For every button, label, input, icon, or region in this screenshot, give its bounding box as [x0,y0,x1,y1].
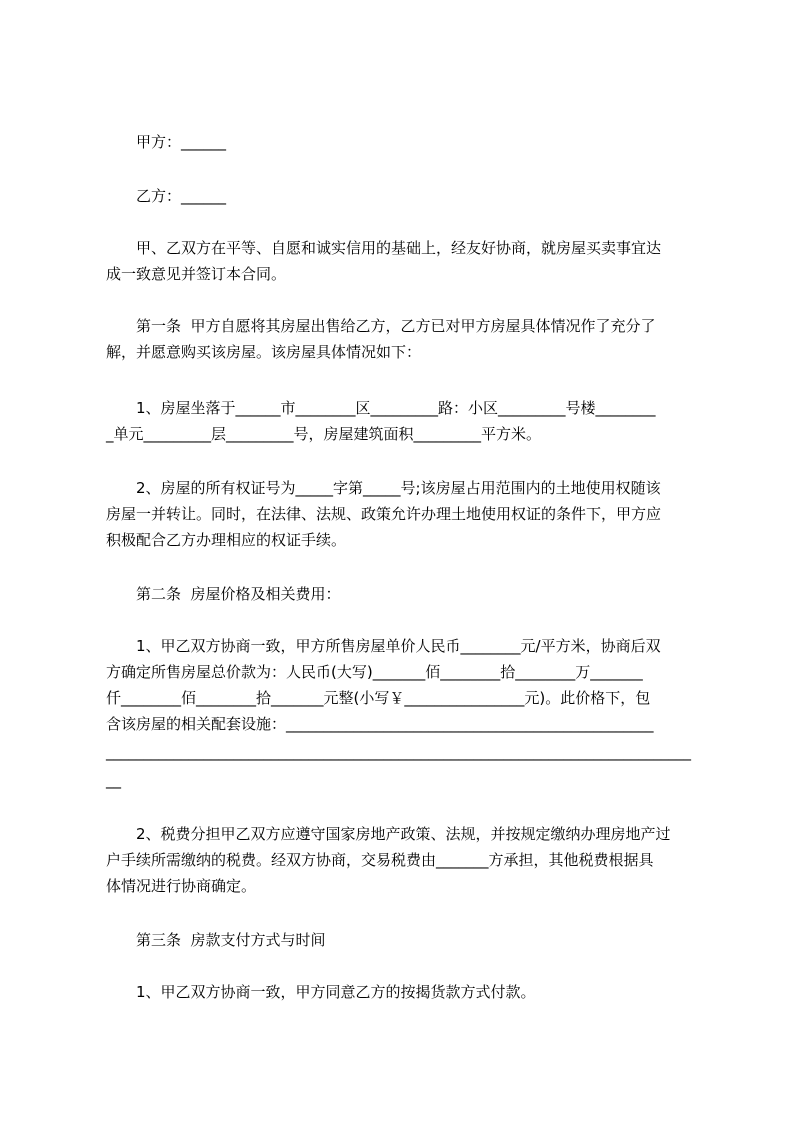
article-2-item-1-line-2: 方确定所售房屋总价款为：人民币(大写)_______佰________拾________万_______ [106,663,643,681]
article-2-item-1-line-3: 仟________佰________拾_______元整(小写￥________________元)。此价格下，包 [106,689,651,707]
intro-paragraph-line-1: 甲、乙双方在平等、自愿和诚实信用的基础上，经友好协商，就房屋买卖事宜达 [136,239,662,257]
party-a-line: 甲方：______ [136,133,227,151]
article-3-heading: 第三条 房款支付方式与时间 [136,931,326,949]
article-2-heading: 第二条 房屋价格及相关费用： [136,585,341,603]
article-1-item-1-line-1: 1、房屋坐落于______市________区_________路：小区_________号楼________ [136,399,656,417]
article-2-item-1-line-1: 1、甲乙双方协商一致，甲方所售房屋单价人民币________元/平方米，协商后双 [136,637,661,655]
article-2-item-2-line-2: 户手续所需缴纳的税费。经双方协商，交易税费由_______方承担，其他税费根据具 [106,851,654,869]
article-3-item-1-line-1: 1、甲乙双方协商一致，甲方同意乙方的按揭货款方式付款。 [136,983,536,1001]
party-b-line: 乙方：______ [136,187,227,205]
intro-paragraph-line-2: 成一致意见并签订本合同。 [106,265,287,283]
article-1-item-1-line-2: _单元_________层_________号，房屋建筑面积_________平方米。 [106,425,542,443]
article-1-item-2-line-2: 房屋一并转让。同时，在法律、法规、政策允许办理土地使用权证的条件下，甲方应 [106,505,662,523]
article-1-item-2-line-1: 2、房屋的所有权证号为_____字第_____号;该房屋占用范围内的土地使用权随该 [136,479,661,497]
article-2-item-1-line-4: 含该房屋的相关配套设施：_________________________________________________ [106,715,654,733]
article-1-item-2-line-3: 积极配合乙方办理相应的权证手续。 [106,531,347,549]
article-1-heading-line-1: 第一条 甲方自愿将其房屋出售给乙方，乙方已对甲方房屋具体情况作了充分了 [136,317,656,335]
article-2-item-2-line-1: 2、税费分担甲乙双方应遵守国家房地产政策、法规，并按规定缴纳办理房地产过 [136,825,671,843]
article-2-item-1-line-6: __ [106,771,121,789]
article-2-item-1-line-5: ______________________________________________________________________________ [106,743,691,761]
article-2-item-2-line-3: 体情况进行协商确定。 [106,877,257,895]
article-1-heading-line-2: 解，并愿意购买该房屋。该房屋具体情况如下： [106,343,422,361]
